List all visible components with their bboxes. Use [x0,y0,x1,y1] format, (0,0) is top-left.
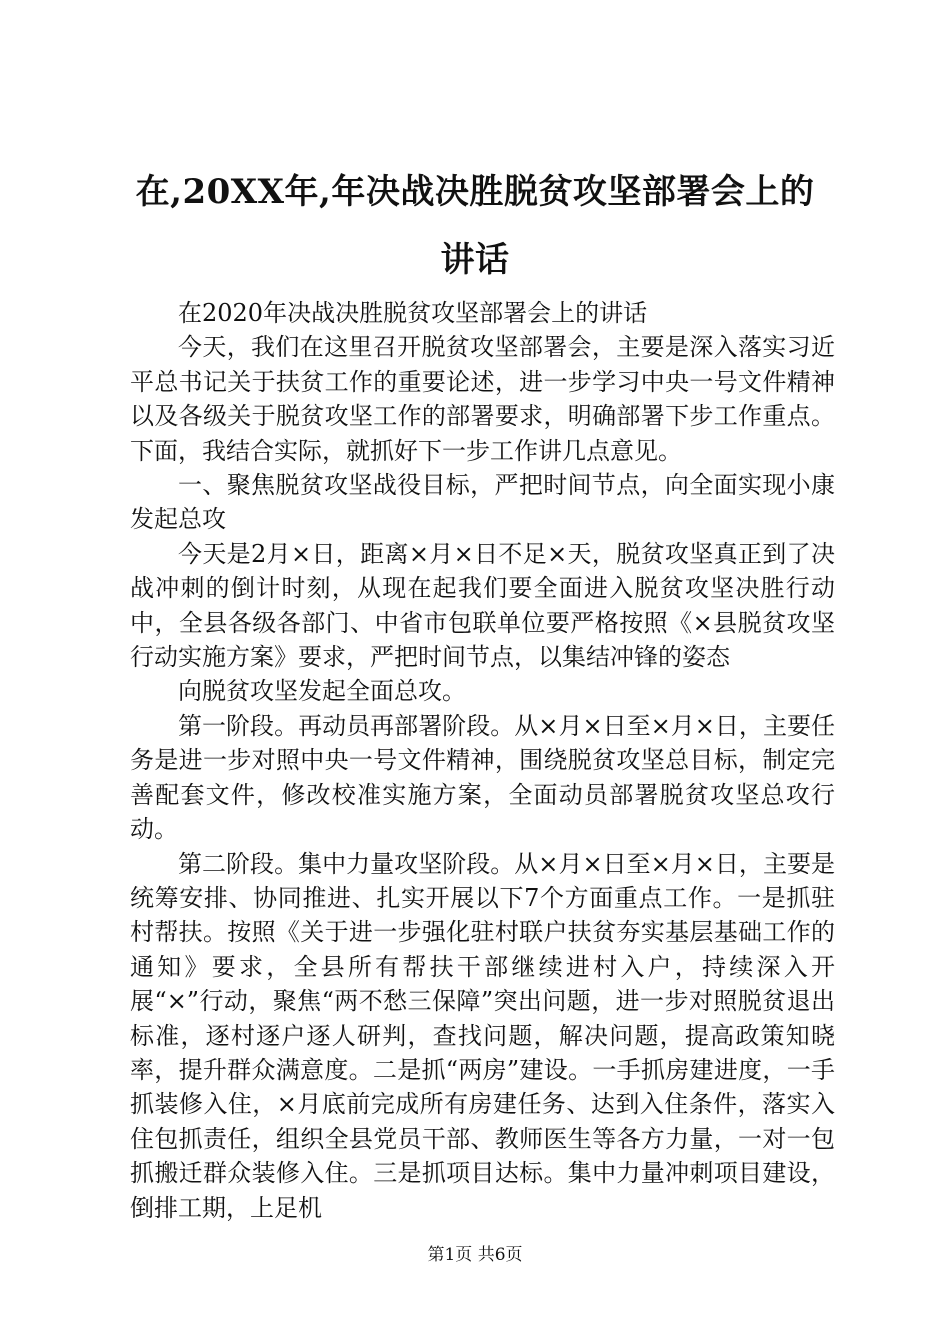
paragraph-subtitle: 在2020年决战决胜脱贫攻坚部署会上的讲话 [178,299,648,327]
paragraph-stage-1: 第一阶段。再动员再部署阶段。从×月×日至×月×日，主要任务是进一步对照中央一号文件精神，围绕脱贫攻坚总目标，制定完善配套文件，修改校准实施方案，全面动员部署脱贫攻坚总攻行动。 [130,711,835,844]
title-line-1: 在,20XX年,年决战决胜脱贫攻坚部署会上的 [135,172,815,212]
document-title [100,158,850,294]
title-line-2: 讲话 [440,240,510,280]
paragraph-intro: 今天，我们在这里召开脱贫攻坚部署会，主要是深入落实习近平总书记关于扶贫工作的重要论述，进一步学习中央一号文件精神以及各级关于脱贫攻坚工作的部署要求，明确部署下步工作重点。下面，我结合实际，就抓好下一步工作讲几点意见。 [130,333,835,465]
document-body [130,296,835,1225]
paragraph-heading-1: 一、聚焦脱贫攻坚战役目标，严把时间节点，向全面实现小康发起总攻 [130,471,835,534]
paragraph-stage-2: 第二阶段。集中力量攻坚阶段。从×月×日至×月×日，主要是统筹安排、协同推进、扎实开展以下7个方面重点工作。一是抓驻村帮扶。按照《关于进一步强化驻村联户扶贫夯实基层基础工作的通知》要求，全县所有帮扶干部继续进村入户，持续深入开展“×”行动，聚焦“两不愁三保障”突出问题，进一步对照脱贫退出标准，逐村逐户逐人研判，查找问题，解决问题，提高政策知晓率，提升群众满意度。二是抓“两房”建设。一手抓房建进度，一手抓装修入住，×月底前完成所有房建任务、达到入住条件，落实入住包抓责任，组织全县党员干部、教师医生等各方力量，一对一包抓搬迁群众装修入住。三是抓项目达标。集中力量冲刺项目建设，倒排工期，上足机 [130,849,835,1222]
page-footer: 第1页 共6页 [427,1245,523,1265]
paragraph-total-attack: 向脱贫攻坚发起全面总攻。 [178,677,466,706]
paragraph-countdown: 今天是2月×日，距离×月×日不足×天，脱贫攻坚真正到了决战冲刺的倒计时刻，从现在起我们要全面进入脱贫攻坚决胜行动中，全县各级各部门、中省市包联单位要严格按照《×县脱贫攻坚行动实施方案》要求，严把时间节点，以集结冲锋的姿态 [130,539,835,672]
